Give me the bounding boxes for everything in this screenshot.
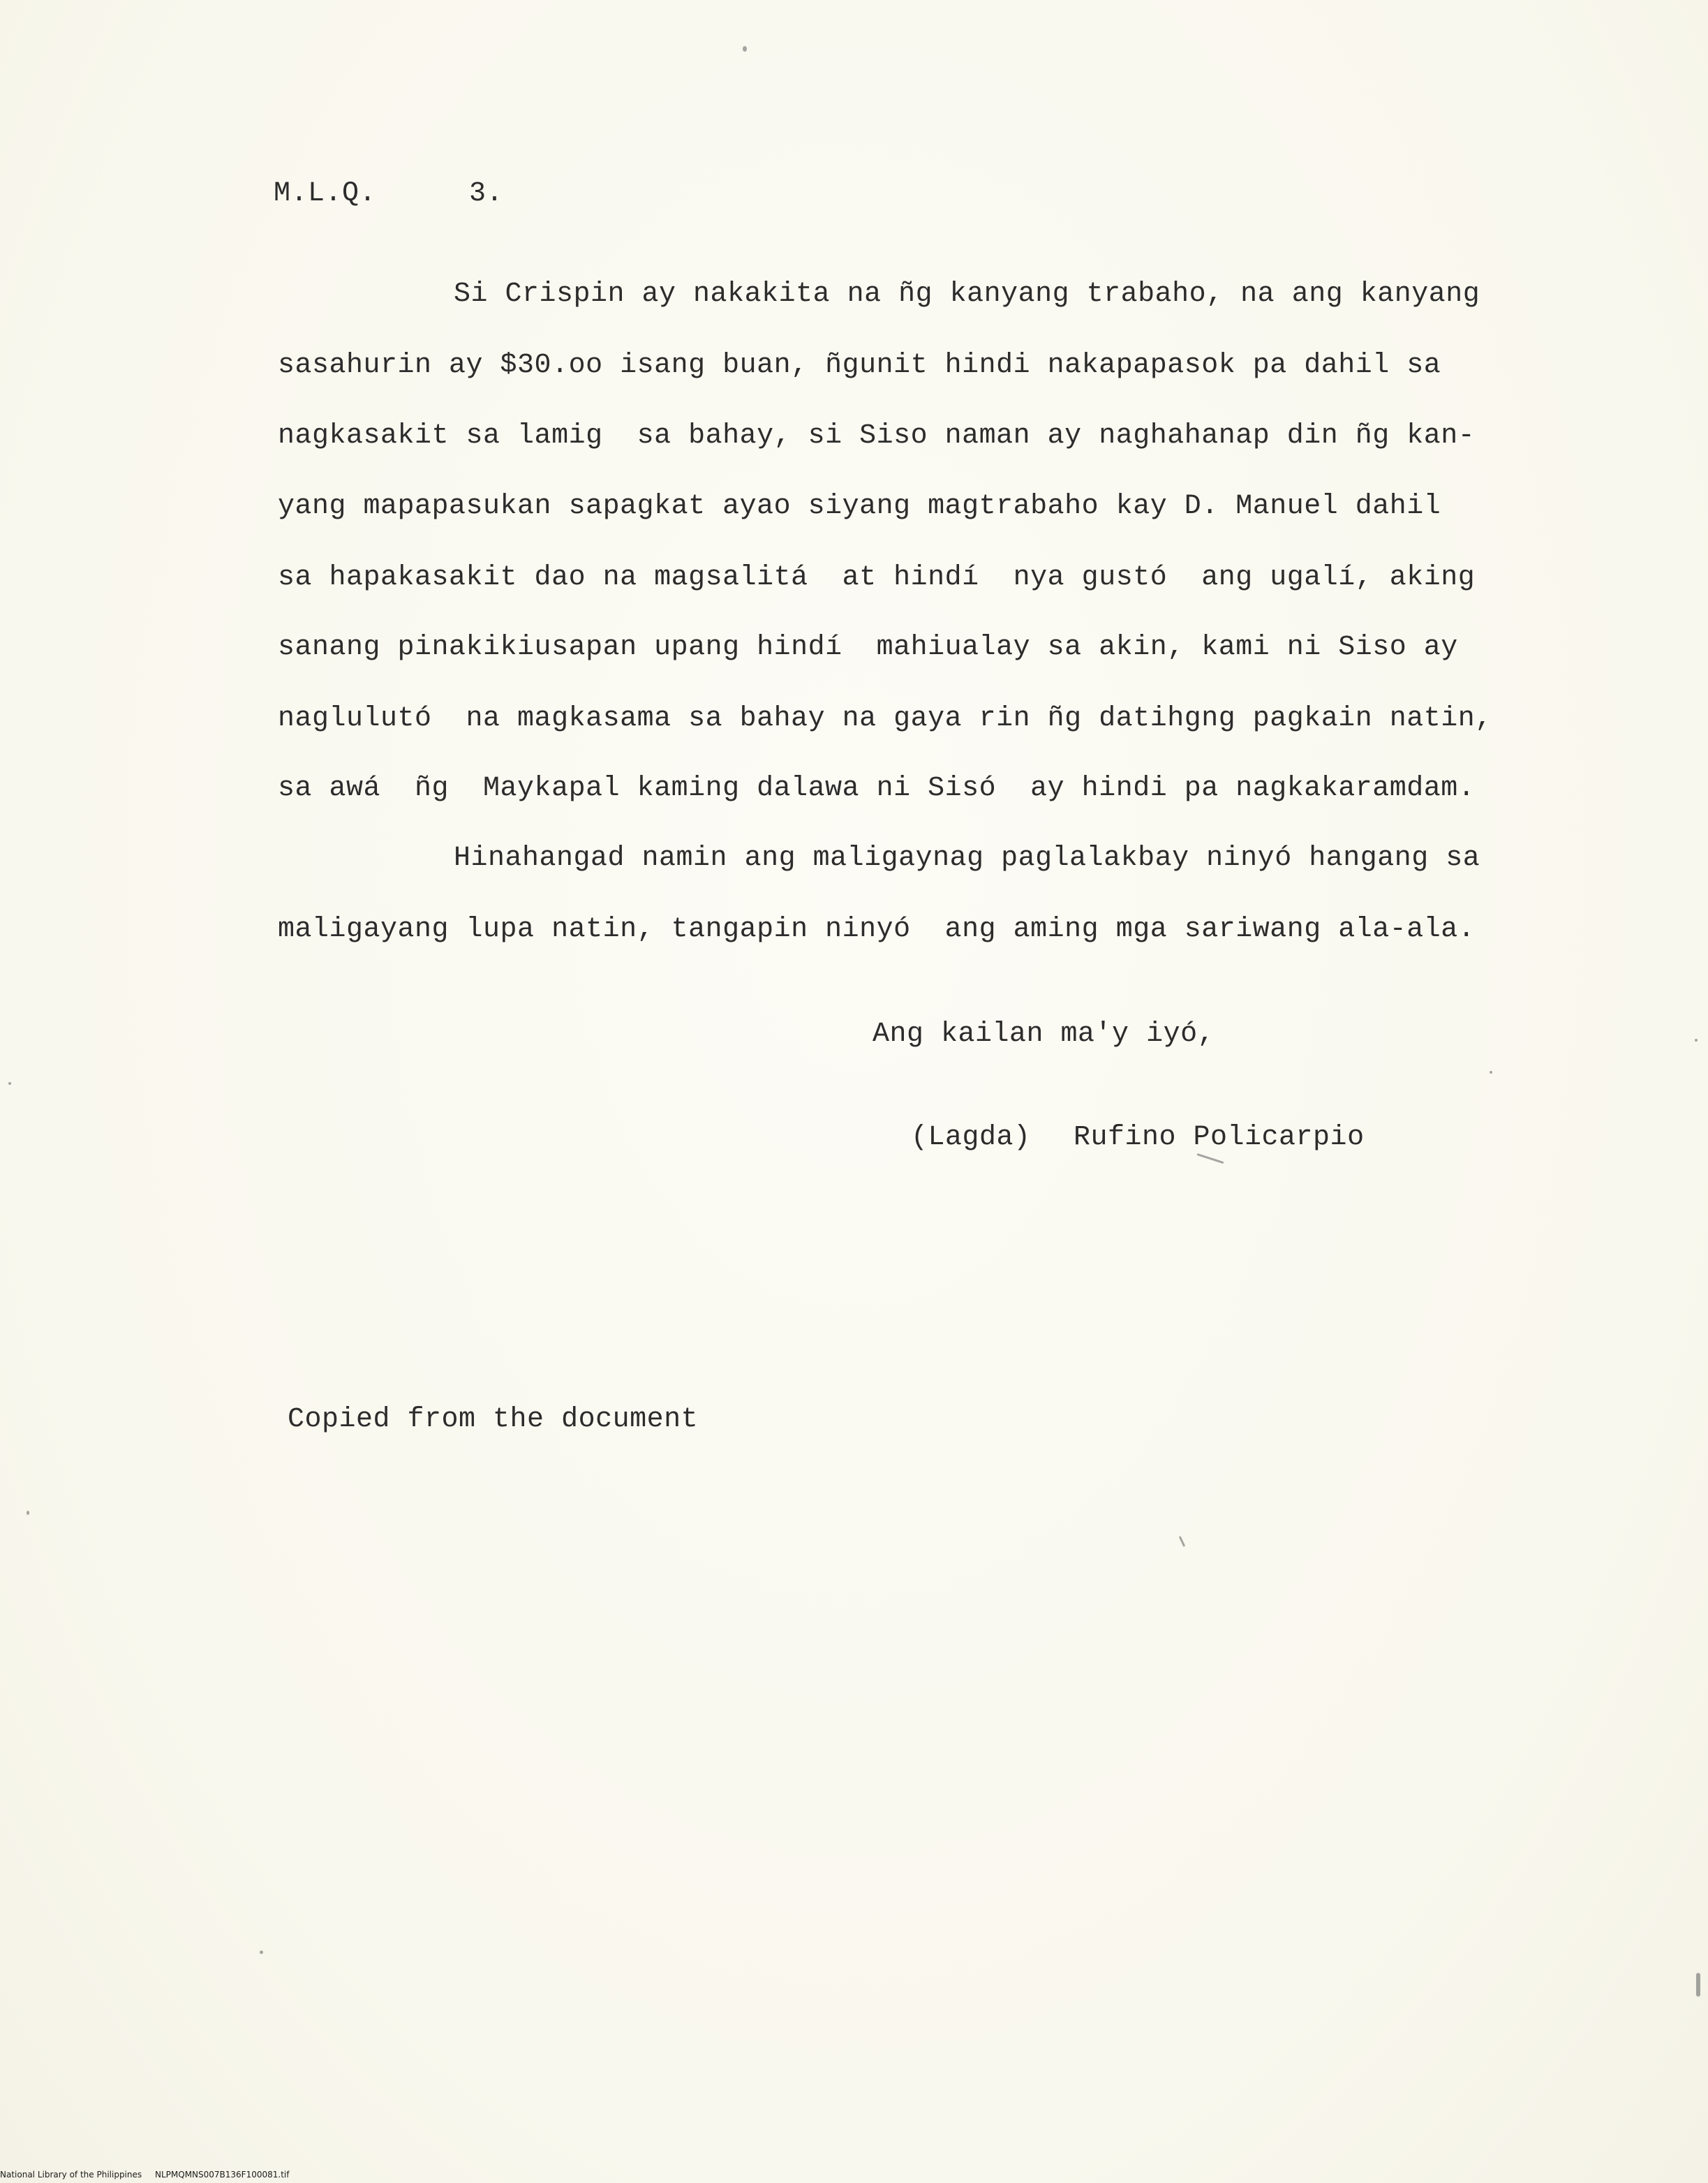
paragraph-2-line: maligayang lupa natin, tangapin ninyó ang aming mga sariwang ala-ala. xyxy=(278,914,1476,945)
dust-speck xyxy=(1490,1071,1492,1074)
paragraph-1-line: nagkasakit sa lamig sa bahay, si Siso naman ay naghahanap din ñg kan- xyxy=(278,420,1476,452)
signature-prefix: (Lagda) xyxy=(911,1122,1031,1153)
scan-library-caption: National Library of the Philippines xyxy=(0,2170,142,2180)
paragraph-1-line: Si Crispin ay nakakita na ñg kanyang trabaho, na ang kanyang xyxy=(454,279,1480,310)
dust-speck xyxy=(27,1511,29,1515)
dust-speck xyxy=(1197,1153,1224,1164)
paragraph-1-line: naglulutó na magkasama sa bahay na gaya rin ñg datihgng pagkain natin, xyxy=(278,703,1492,734)
dust-speck xyxy=(743,46,747,52)
document-id: M.L.Q. xyxy=(274,178,377,209)
paragraph-2-line: Hinahangad namin ang maligaynag paglalakbay ninyó hangang sa xyxy=(454,843,1480,874)
signature-name: Rufino Policarpio xyxy=(1074,1122,1365,1153)
dust-speck xyxy=(1696,1973,1700,1997)
page-number: 3. xyxy=(469,178,504,209)
paragraph-1-line: sanang pinakikiusapan upang hindí mahiualay sa akin, kami ni Siso ay xyxy=(278,632,1458,663)
dust-speck xyxy=(1179,1536,1185,1547)
paragraph-1-line: sa awá ñg Maykapal kaming dalawa ni Sisó ay hindi pa nagkakaramdam. xyxy=(278,773,1476,804)
copied-note: Copied from the document xyxy=(288,1404,699,1435)
paragraph-1-line: sasahurin ay $30.oo isang buan, ñgunit hindi nakapapasok pa dahil sa xyxy=(278,350,1441,381)
closing-line: Ang kailan ma'y iyó, xyxy=(872,1019,1215,1050)
paragraph-1-line: sa hapakasakit dao na magsalitá at hindí nya gustó ang ugalí, aking xyxy=(278,562,1476,593)
dust-speck xyxy=(260,1951,263,1954)
paragraph-1-line: yang mapapasukan sapagkat ayao siyang magtrabaho kay D. Manuel dahil xyxy=(278,491,1441,522)
dust-speck xyxy=(8,1082,11,1085)
dust-speck xyxy=(1695,1039,1698,1042)
scan-file-code: NLPMQMNS007B136F100081.tif xyxy=(155,2170,290,2180)
